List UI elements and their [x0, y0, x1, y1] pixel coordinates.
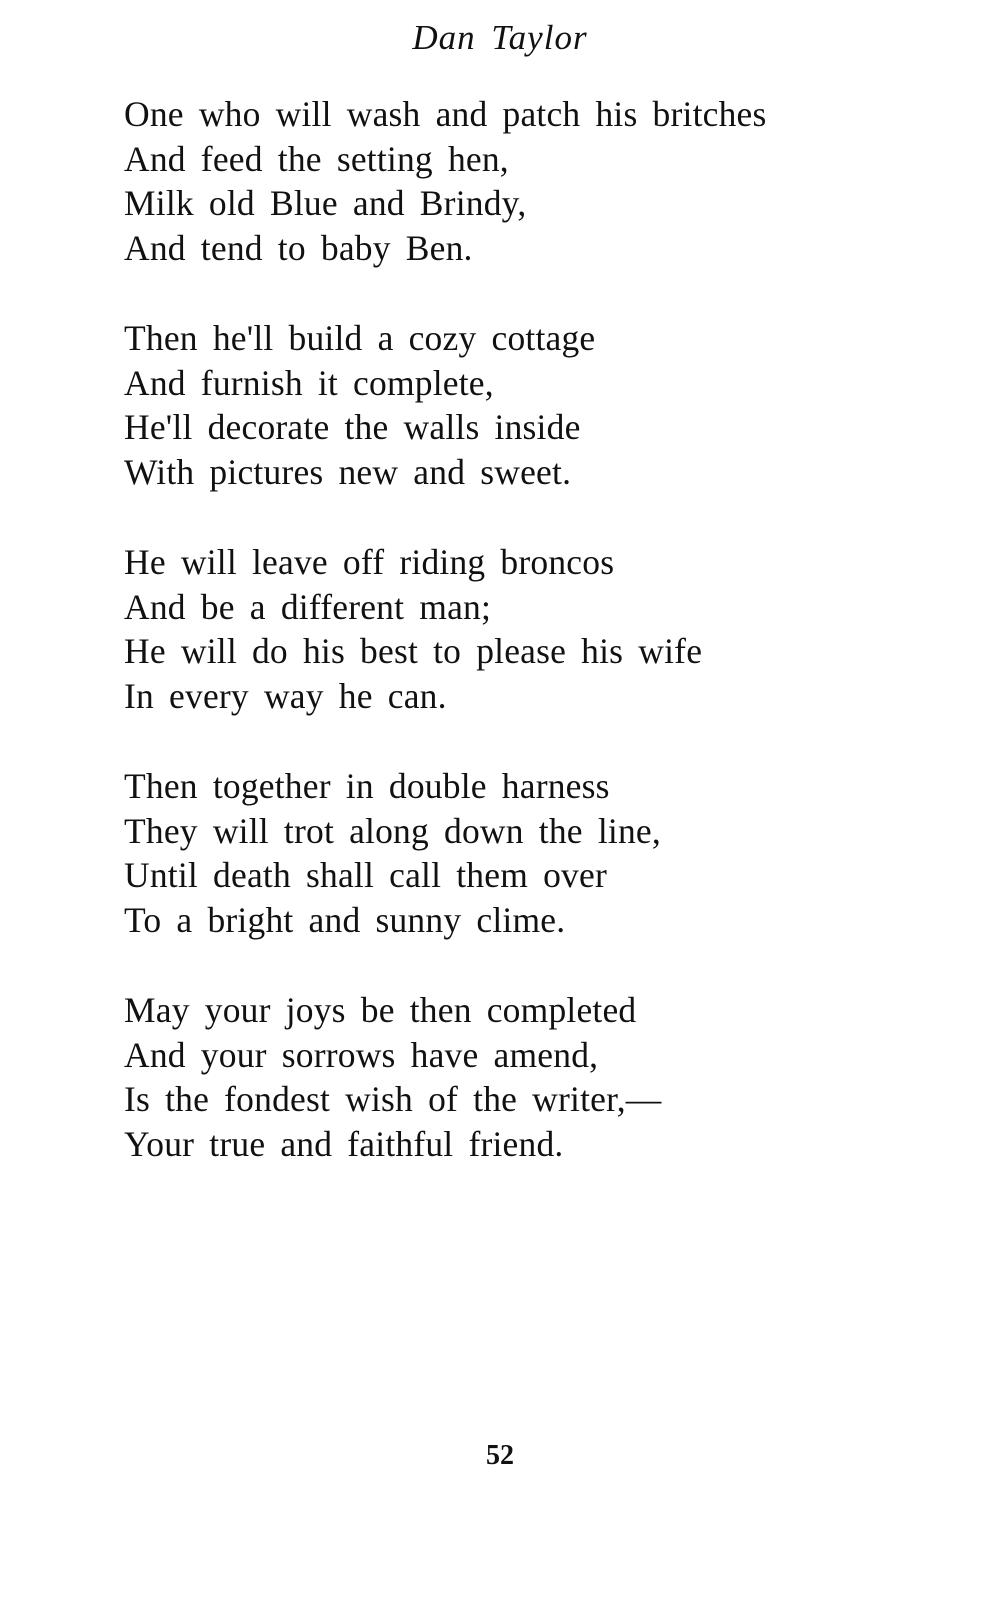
poem-line: Then together in double harness: [124, 766, 610, 806]
running-title: Dan Taylor: [412, 18, 588, 57]
stanza-4: [124, 764, 984, 942]
poem: [124, 92, 984, 1212]
poem-line: Milk old Blue and Brindy,: [124, 183, 527, 223]
stanza-3: [124, 540, 984, 718]
poem-line: Then he'll build a cozy cottage: [124, 318, 596, 358]
poem-line: In every way he can.: [124, 675, 447, 716]
poem-line: They will trot along down the line,: [124, 810, 661, 851]
poem-line: He will do his best to please his wife: [124, 631, 703, 671]
poem-line: And tend to baby Ben.: [124, 227, 473, 268]
poem-line: And furnish it complete,: [124, 362, 494, 403]
poem-line: He'll decorate the walls inside: [124, 407, 581, 447]
poem-line: He will leave off riding broncos: [124, 542, 615, 582]
poem-line: May your joys be then completed: [124, 990, 637, 1030]
poem-line: And your sorrows have amend,: [124, 1034, 599, 1075]
poem-line: With pictures new and sweet.: [124, 451, 572, 492]
stanza-1: [124, 92, 984, 270]
poem-line: Your true and faithful friend.: [124, 1123, 564, 1164]
poem-line: Until death shall call them over: [124, 855, 607, 895]
stanza-2: [124, 316, 984, 494]
poem-line: To a bright and sunny clime.: [124, 899, 566, 940]
poem-line: And feed the setting hen,: [124, 138, 509, 179]
page-number: 52: [486, 1440, 514, 1471]
stanza-5: [124, 988, 984, 1166]
poem-line: Is the fondest wish of the writer,—: [124, 1079, 662, 1119]
poem-line: And be a different man;: [124, 586, 492, 627]
poem-line: One who will wash and patch his britches: [124, 94, 767, 134]
